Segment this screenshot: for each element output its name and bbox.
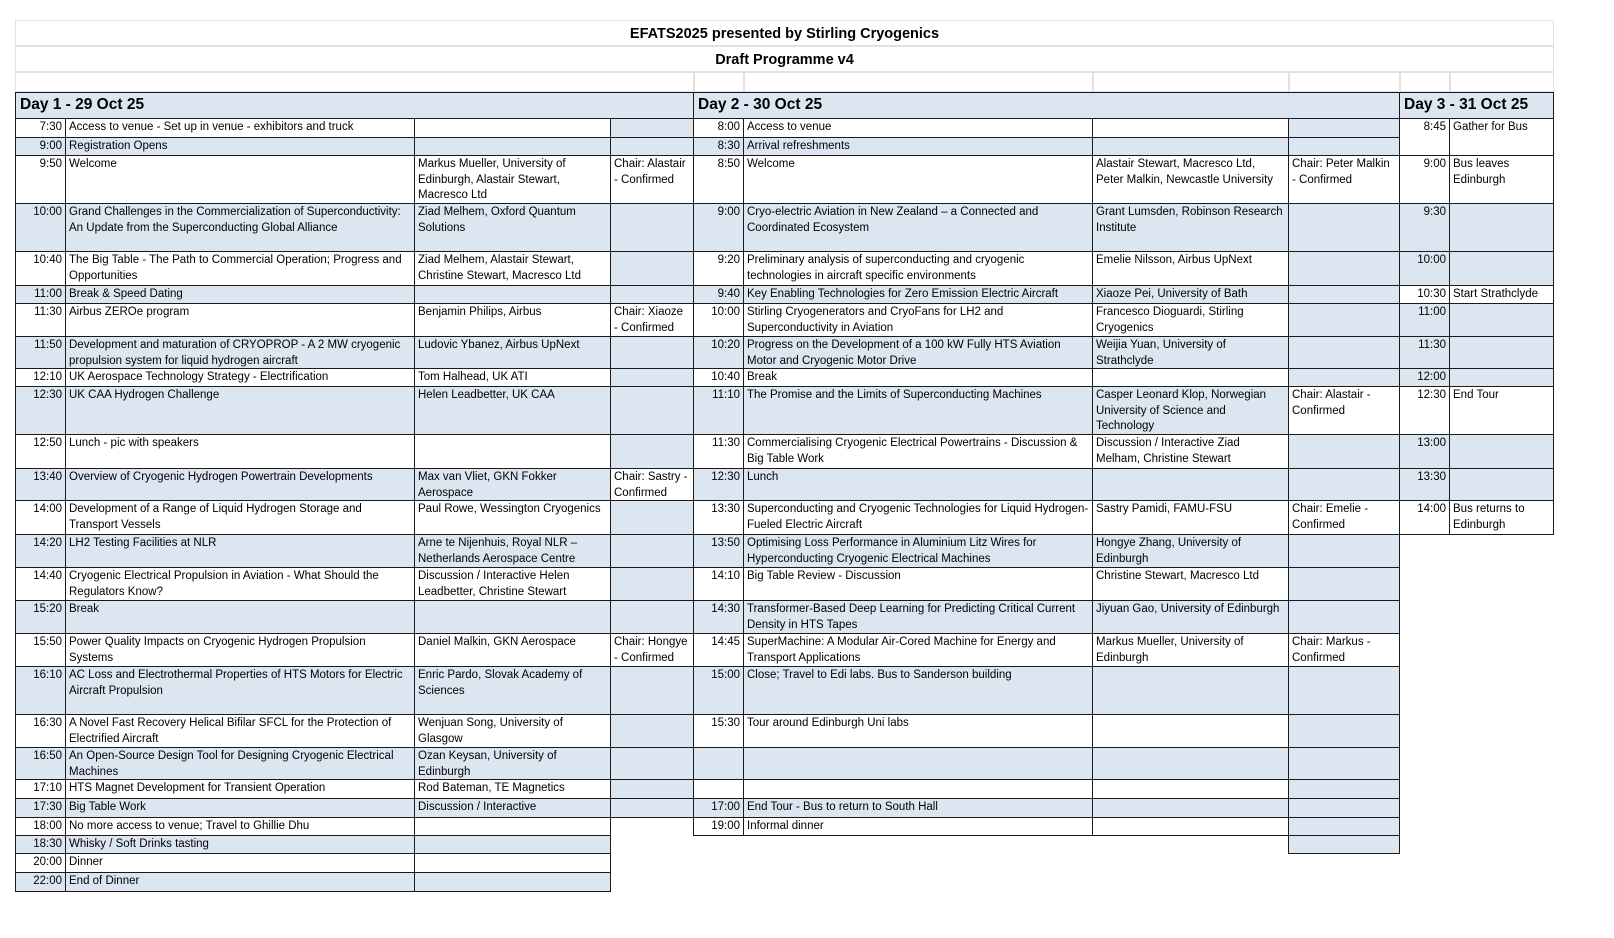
day3-time: 13:30 bbox=[1399, 468, 1450, 501]
day1-chair bbox=[610, 137, 694, 156]
day1-chair bbox=[610, 251, 694, 286]
day2-chair bbox=[1288, 303, 1400, 337]
day2-chair bbox=[1288, 434, 1400, 469]
day2-chair bbox=[1288, 468, 1400, 501]
day2-chair bbox=[1288, 747, 1400, 780]
day1-session-title: The Big Table - The Path to Commercial Operation; Progress and Opportunities bbox=[65, 251, 415, 286]
day2-time: 17:00 bbox=[693, 798, 744, 818]
day2-time: 10:40 bbox=[693, 368, 744, 387]
day2-chair bbox=[1288, 817, 1400, 836]
day2-session-title: Stirling Cryogenerators and CryoFans for LH2 and Superconductivity in Aviation bbox=[743, 303, 1093, 337]
day1-session-title: Access to venue - Set up in venue - exhibitors and truck bbox=[65, 118, 415, 138]
day2-speaker: Christine Stewart, Macresco Ltd bbox=[1092, 567, 1289, 601]
grid-line bbox=[1288, 72, 1290, 92]
day3-activity bbox=[1449, 468, 1554, 501]
day2-session-title: Arrival refreshments bbox=[743, 137, 1093, 156]
day1-session-title: Dinner bbox=[65, 853, 415, 873]
day2-chair bbox=[1288, 567, 1400, 601]
day1-chair bbox=[610, 534, 694, 568]
day1-session-title: A Novel Fast Recovery Helical Bifilar SFCL for the Protection of Electrified Aircraft bbox=[65, 714, 415, 748]
grid-line bbox=[693, 72, 695, 92]
day1-time: 12:10 bbox=[15, 368, 66, 387]
day2-session-title: Superconducting and Cryogenic Technologies for Liquid Hydrogen-Fueled Electric Aircraft bbox=[743, 500, 1093, 535]
day1-speaker bbox=[414, 118, 611, 138]
day1-chair bbox=[610, 798, 694, 818]
day2-session-title: Transformer-Based Deep Learning for Predicting Critical Current Density in HTS Tapes bbox=[743, 600, 1093, 634]
day2-speaker bbox=[1092, 118, 1289, 138]
day2-chair bbox=[1288, 118, 1400, 138]
day2-chair bbox=[1288, 714, 1400, 748]
day1-time: 16:30 bbox=[15, 714, 66, 748]
day1-chair bbox=[610, 779, 694, 799]
day2-time: 8:00 bbox=[693, 118, 744, 138]
day1-time: 18:00 bbox=[15, 817, 66, 836]
day1-time: 16:10 bbox=[15, 666, 66, 715]
day1-time: 14:40 bbox=[15, 567, 66, 601]
day1-chair bbox=[610, 434, 694, 469]
day1-chair bbox=[610, 567, 694, 601]
day1-chair bbox=[610, 600, 694, 634]
day3-time: 9:00 bbox=[1399, 155, 1450, 204]
day2-session-title: Access to venue bbox=[743, 118, 1093, 138]
day2-session-title: Cryo-electric Aviation in New Zealand – a Connected and Coordinated Ecosystem bbox=[743, 203, 1093, 252]
day1-speaker bbox=[414, 817, 611, 836]
grid-line bbox=[743, 72, 745, 92]
day2-speaker: Emelie Nilsson, Airbus UpNext bbox=[1092, 251, 1289, 286]
grid-line bbox=[15, 72, 1554, 92]
day2-time: 15:30 bbox=[693, 714, 744, 748]
day1-time: 13:40 bbox=[15, 468, 66, 501]
day1-session-title: Big Table Work bbox=[65, 798, 415, 818]
day1-session-title: Lunch - pic with speakers bbox=[65, 434, 415, 469]
programme-subtitle: Draft Programme v4 bbox=[715, 52, 854, 68]
day1-speaker bbox=[414, 137, 611, 156]
day1-chair: Chair: Alastair - Confirmed bbox=[610, 155, 694, 204]
day1-time: 12:50 bbox=[15, 434, 66, 469]
day1-chair bbox=[610, 666, 694, 715]
day1-speaker: Markus Mueller, University of Edinburgh, Alastair Stewart, Macresco Ltd bbox=[414, 155, 611, 204]
day1-speaker bbox=[414, 835, 611, 854]
day1-session-title: Airbus ZEROe program bbox=[65, 303, 415, 337]
day2-time: 10:20 bbox=[693, 336, 744, 369]
day1-speaker bbox=[414, 600, 611, 634]
day2-speaker bbox=[1092, 137, 1289, 156]
day2-speaker: Weijia Yuan, University of Strathclyde bbox=[1092, 336, 1289, 369]
day1-session-title: Break & Speed Dating bbox=[65, 285, 415, 304]
day3-time: 11:00 bbox=[1399, 303, 1450, 337]
day2-time: 14:45 bbox=[693, 633, 744, 667]
day1-time: 15:50 bbox=[15, 633, 66, 667]
day3-time: 8:45 bbox=[1399, 118, 1450, 156]
day2-chair: Chair: Peter Malkin - Confirmed bbox=[1288, 155, 1400, 204]
day3-time: 9:30 bbox=[1399, 203, 1450, 252]
day1-session-title: AC Loss and Electrothermal Properties of HTS Motors for Electric Aircraft Propulsion bbox=[65, 666, 415, 715]
day1-speaker: Ziad Melhem, Alastair Stewart, Christine Stewart, Macresco Ltd bbox=[414, 251, 611, 286]
day1-session-title: Cryogenic Electrical Propulsion in Aviation - What Should the Regulators Know? bbox=[65, 567, 415, 601]
day1-speaker: Daniel Malkin, GKN Aerospace bbox=[414, 633, 611, 667]
day1-session-title: Break bbox=[65, 600, 415, 634]
day2-time: 13:30 bbox=[693, 500, 744, 535]
day1-session-title: Power Quality Impacts on Cryogenic Hydrogen Propulsion Systems bbox=[65, 633, 415, 667]
day3-activity bbox=[1449, 203, 1554, 252]
day1-speaker bbox=[414, 285, 611, 304]
day2-time: 8:50 bbox=[693, 155, 744, 204]
day1-time: 9:50 bbox=[15, 155, 66, 204]
day1-time: 11:50 bbox=[15, 336, 66, 369]
day1-session-title: Grand Challenges in the Commercialization of Superconductivity: An Update from the Superconducting Global Alliance bbox=[65, 203, 415, 252]
day1-session-title: Overview of Cryogenic Hydrogen Powertrain Developments bbox=[65, 468, 415, 501]
day2-session-title: Key Enabling Technologies for Zero Emission Electric Aircraft bbox=[743, 285, 1093, 304]
day3-time: 13:00 bbox=[1399, 434, 1450, 469]
grid-line bbox=[1399, 72, 1401, 92]
day2-session-title: Tour around Edinburgh Uni labs bbox=[743, 714, 1093, 748]
day1-time: 14:20 bbox=[15, 534, 66, 568]
grid-line bbox=[1449, 72, 1451, 92]
day2-time: 8:30 bbox=[693, 137, 744, 156]
day2-speaker: Francesco Dioguardi, Stirling Cryogenics bbox=[1092, 303, 1289, 337]
day2-speaker: Jiyuan Gao, University of Edinburgh bbox=[1092, 600, 1289, 634]
day2-session-title: Welcome bbox=[743, 155, 1093, 204]
day3-activity: Bus returns to Edinburgh bbox=[1449, 500, 1554, 535]
day3-time: 12:00 bbox=[1399, 368, 1450, 387]
day1-chair bbox=[610, 285, 694, 304]
day2-time: 9:40 bbox=[693, 285, 744, 304]
day1-time: 15:20 bbox=[15, 600, 66, 634]
day1-session-title: UK CAA Hydrogen Challenge bbox=[65, 386, 415, 435]
day2-chair bbox=[1288, 779, 1400, 799]
day1-session-title: Development and maturation of CRYOPROP - A 2 MW cryogenic propulsion system for liquid hydrogen aircraft bbox=[65, 336, 415, 369]
day2-chair bbox=[1288, 798, 1400, 818]
day1-speaker: Enric Pardo, Slovak Academy of Sciences bbox=[414, 666, 611, 715]
day2-speaker: Markus Mueller, University of Edinburgh bbox=[1092, 633, 1289, 667]
day1-session-title: End of Dinner bbox=[65, 872, 415, 892]
day3-activity bbox=[1449, 434, 1554, 469]
day2-speaker bbox=[1092, 798, 1289, 818]
day1-time: 9:00 bbox=[15, 137, 66, 156]
day3-time: 10:30 bbox=[1399, 285, 1450, 304]
day2-speaker: Discussion / Interactive Ziad Melham, Christine Stewart bbox=[1092, 434, 1289, 469]
day2-time: 9:20 bbox=[693, 251, 744, 286]
day1-chair: Chair: Xiaoze - Confirmed bbox=[610, 303, 694, 337]
day2-time: 19:00 bbox=[693, 817, 744, 836]
day1-chair: Chair: Hongye - Confirmed bbox=[610, 633, 694, 667]
day2-time: 15:00 bbox=[693, 666, 744, 715]
day2-time: 14:10 bbox=[693, 567, 744, 601]
day2-chair: Chair: Emelie - Confirmed bbox=[1288, 500, 1400, 535]
day2-speaker bbox=[1092, 817, 1289, 836]
day2-speaker bbox=[1092, 666, 1289, 715]
day2-speaker bbox=[1092, 468, 1289, 501]
day2-speaker: Casper Leonard Klop, Norwegian University of Science and Technology bbox=[1092, 386, 1289, 435]
day2-chair: Chair: Alastair - Confirmed bbox=[1288, 386, 1400, 435]
day2-session-title: Close; Travel to Edi labs. Bus to Sanderson building bbox=[743, 666, 1093, 715]
day1-speaker: Discussion / Interactive Helen Leadbetter, Christine Stewart bbox=[414, 567, 611, 601]
day2-chair bbox=[1288, 835, 1400, 854]
day3-time: 14:00 bbox=[1399, 500, 1450, 535]
day1-chair bbox=[610, 118, 694, 138]
day2-time: 10:00 bbox=[693, 303, 744, 337]
day1-speaker: Helen Leadbetter, UK CAA bbox=[414, 386, 611, 435]
day1-time: 10:00 bbox=[15, 203, 66, 252]
day1-speaker: Discussion / Interactive bbox=[414, 798, 611, 818]
day2-speaker: Xiaoze Pei, University of Bath bbox=[1092, 285, 1289, 304]
programme-title: EFATS2025 presented by Stirling Cryogenics bbox=[629, 26, 940, 42]
day2-chair: Chair: Markus - Confirmed bbox=[1288, 633, 1400, 667]
day3-activity bbox=[1449, 303, 1554, 337]
day3-activity: Bus leaves Edinburgh bbox=[1449, 155, 1554, 204]
grid-line bbox=[1092, 72, 1094, 92]
day1-session-title: An Open-Source Design Tool for Designing Cryogenic Electrical Machines bbox=[65, 747, 415, 780]
day1-session-title: HTS Magnet Development for Transient Operation bbox=[65, 779, 415, 799]
day1-speaker: Wenjuan Song, University of Glasgow bbox=[414, 714, 611, 748]
day1-time: 10:40 bbox=[15, 251, 66, 286]
day1-speaker bbox=[414, 853, 611, 873]
day3-activity: Start Strathclyde bbox=[1449, 285, 1554, 304]
day2-header: Day 2 - 30 Oct 25 bbox=[693, 92, 1400, 119]
day2-speaker bbox=[1092, 714, 1289, 748]
day2-time: 9:00 bbox=[693, 203, 744, 252]
day1-time: 11:00 bbox=[15, 285, 66, 304]
day3-activity bbox=[1449, 336, 1554, 369]
day2-chair bbox=[1288, 203, 1400, 252]
day1-chair bbox=[610, 336, 694, 369]
day2-session-title: Lunch bbox=[743, 468, 1093, 501]
day3-activity: End Tour bbox=[1449, 386, 1554, 435]
day2-time: 12:30 bbox=[693, 468, 744, 501]
day3-time: 10:00 bbox=[1399, 251, 1450, 286]
day2-speaker bbox=[1092, 779, 1289, 799]
day1-speaker bbox=[414, 872, 611, 892]
day2-speaker: Hongye Zhang, University of Edinburgh bbox=[1092, 534, 1289, 568]
day1-header: Day 1 - 29 Oct 25 bbox=[15, 92, 694, 119]
day2-session-title: Preliminary analysis of superconducting and cryogenic technologies in aircraft specific environments bbox=[743, 251, 1093, 286]
day1-time: 14:00 bbox=[15, 500, 66, 535]
day1-speaker: Rod Bateman, TE Magnetics bbox=[414, 779, 611, 799]
day2-chair bbox=[1288, 368, 1400, 387]
day2-speaker: Alastair Stewart, Macresco Ltd, Peter Malkin, Newcastle University bbox=[1092, 155, 1289, 204]
day2-time bbox=[693, 779, 744, 799]
day1-session-title: LH2 Testing Facilities at NLR bbox=[65, 534, 415, 568]
day2-session-title: SuperMachine: A Modular Air-Cored Machine for Energy and Transport Applications bbox=[743, 633, 1093, 667]
day2-chair bbox=[1288, 336, 1400, 369]
day2-session-title bbox=[743, 747, 1093, 780]
day2-time: 13:50 bbox=[693, 534, 744, 568]
day1-time: 18:30 bbox=[15, 835, 66, 854]
day1-time: 16:50 bbox=[15, 747, 66, 780]
day1-session-title: Registration Opens bbox=[65, 137, 415, 156]
day2-session-title: Informal dinner bbox=[743, 817, 1093, 836]
day2-time bbox=[693, 747, 744, 780]
day1-speaker: Ludovic Ybanez, Airbus UpNext bbox=[414, 336, 611, 369]
day1-speaker bbox=[414, 434, 611, 469]
day1-time: 11:30 bbox=[15, 303, 66, 337]
day1-speaker: Benjamin Philips, Airbus bbox=[414, 303, 611, 337]
day1-chair bbox=[610, 714, 694, 748]
day3-header: Day 3 - 31 Oct 25 bbox=[1399, 92, 1554, 119]
day3-activity bbox=[1449, 368, 1554, 387]
day2-session-title: Progress on the Development of a 100 kW Fully HTS Aviation Motor and Cryogenic Motor Drive bbox=[743, 336, 1093, 369]
day1-speaker: Tom Halhead, UK ATI bbox=[414, 368, 611, 387]
day3-time: 11:30 bbox=[1399, 336, 1450, 369]
day1-chair bbox=[610, 500, 694, 535]
day1-speaker: Arne te Nijenhuis, Royal NLR – Netherlands Aerospace Centre bbox=[414, 534, 611, 568]
day1-time: 12:30 bbox=[15, 386, 66, 435]
day2-chair bbox=[1288, 666, 1400, 715]
day2-session-title: Commercialising Cryogenic Electrical Powertrains - Discussion & Big Table Work bbox=[743, 434, 1093, 469]
day2-session-title: Big Table Review - Discussion bbox=[743, 567, 1093, 601]
day2-chair bbox=[1288, 600, 1400, 634]
day2-speaker: Sastry Pamidi, FAMU-FSU bbox=[1092, 500, 1289, 535]
day2-chair bbox=[1288, 285, 1400, 304]
day2-session-title: Break bbox=[743, 368, 1093, 387]
day1-chair bbox=[610, 368, 694, 387]
day1-speaker: Max van Vliet, GKN Fokker Aerospace bbox=[414, 468, 611, 501]
day2-speaker bbox=[1092, 368, 1289, 387]
day2-chair bbox=[1288, 137, 1400, 156]
day2-session-title: Optimising Loss Performance in Aluminium Litz Wires for Hyperconducting Cryogenic Electrical Machines bbox=[743, 534, 1093, 568]
day1-time: 22:00 bbox=[15, 872, 66, 892]
day2-speaker bbox=[1092, 747, 1289, 780]
day1-chair bbox=[610, 203, 694, 252]
day1-time: 7:30 bbox=[15, 118, 66, 138]
day1-speaker: Ziad Melhem, Oxford Quantum Solutions bbox=[414, 203, 611, 252]
day1-session-title: Whisky / Soft Drinks tasting bbox=[65, 835, 415, 854]
day1-time: 17:10 bbox=[15, 779, 66, 799]
day1-speaker: Ozan Keysan, University of Edinburgh bbox=[414, 747, 611, 780]
day2-session-title: End Tour - Bus to return to South Hall bbox=[743, 798, 1093, 818]
day2-speaker: Grant Lumsden, Robinson Research Institute bbox=[1092, 203, 1289, 252]
day2-chair bbox=[1288, 251, 1400, 286]
day1-session-title: Development of a Range of Liquid Hydrogen Storage and Transport Vessels bbox=[65, 500, 415, 535]
day1-time: 17:30 bbox=[15, 798, 66, 818]
day2-time: 11:10 bbox=[693, 386, 744, 435]
day1-chair bbox=[610, 747, 694, 780]
day1-time: 20:00 bbox=[15, 853, 66, 873]
day2-chair bbox=[1288, 534, 1400, 568]
day1-session-title: UK Aerospace Technology Strategy - Electrification bbox=[65, 368, 415, 387]
day3-activity bbox=[1449, 251, 1554, 286]
day2-session-title bbox=[743, 779, 1093, 799]
day1-session-title: Welcome bbox=[65, 155, 415, 204]
day3-time: 12:30 bbox=[1399, 386, 1450, 435]
day2-time: 14:30 bbox=[693, 600, 744, 634]
day1-chair: Chair: Sastry - Confirmed bbox=[610, 468, 694, 501]
day3-activity: Gather for Bus bbox=[1449, 118, 1554, 156]
day1-speaker: Paul Rowe, Wessington Cryogenics bbox=[414, 500, 611, 535]
day1-session-title: No more access to venue; Travel to Ghillie Dhu bbox=[65, 817, 415, 836]
day1-chair bbox=[610, 386, 694, 435]
day2-time: 11:30 bbox=[693, 434, 744, 469]
day2-session-title: The Promise and the Limits of Superconducting Machines bbox=[743, 386, 1093, 435]
